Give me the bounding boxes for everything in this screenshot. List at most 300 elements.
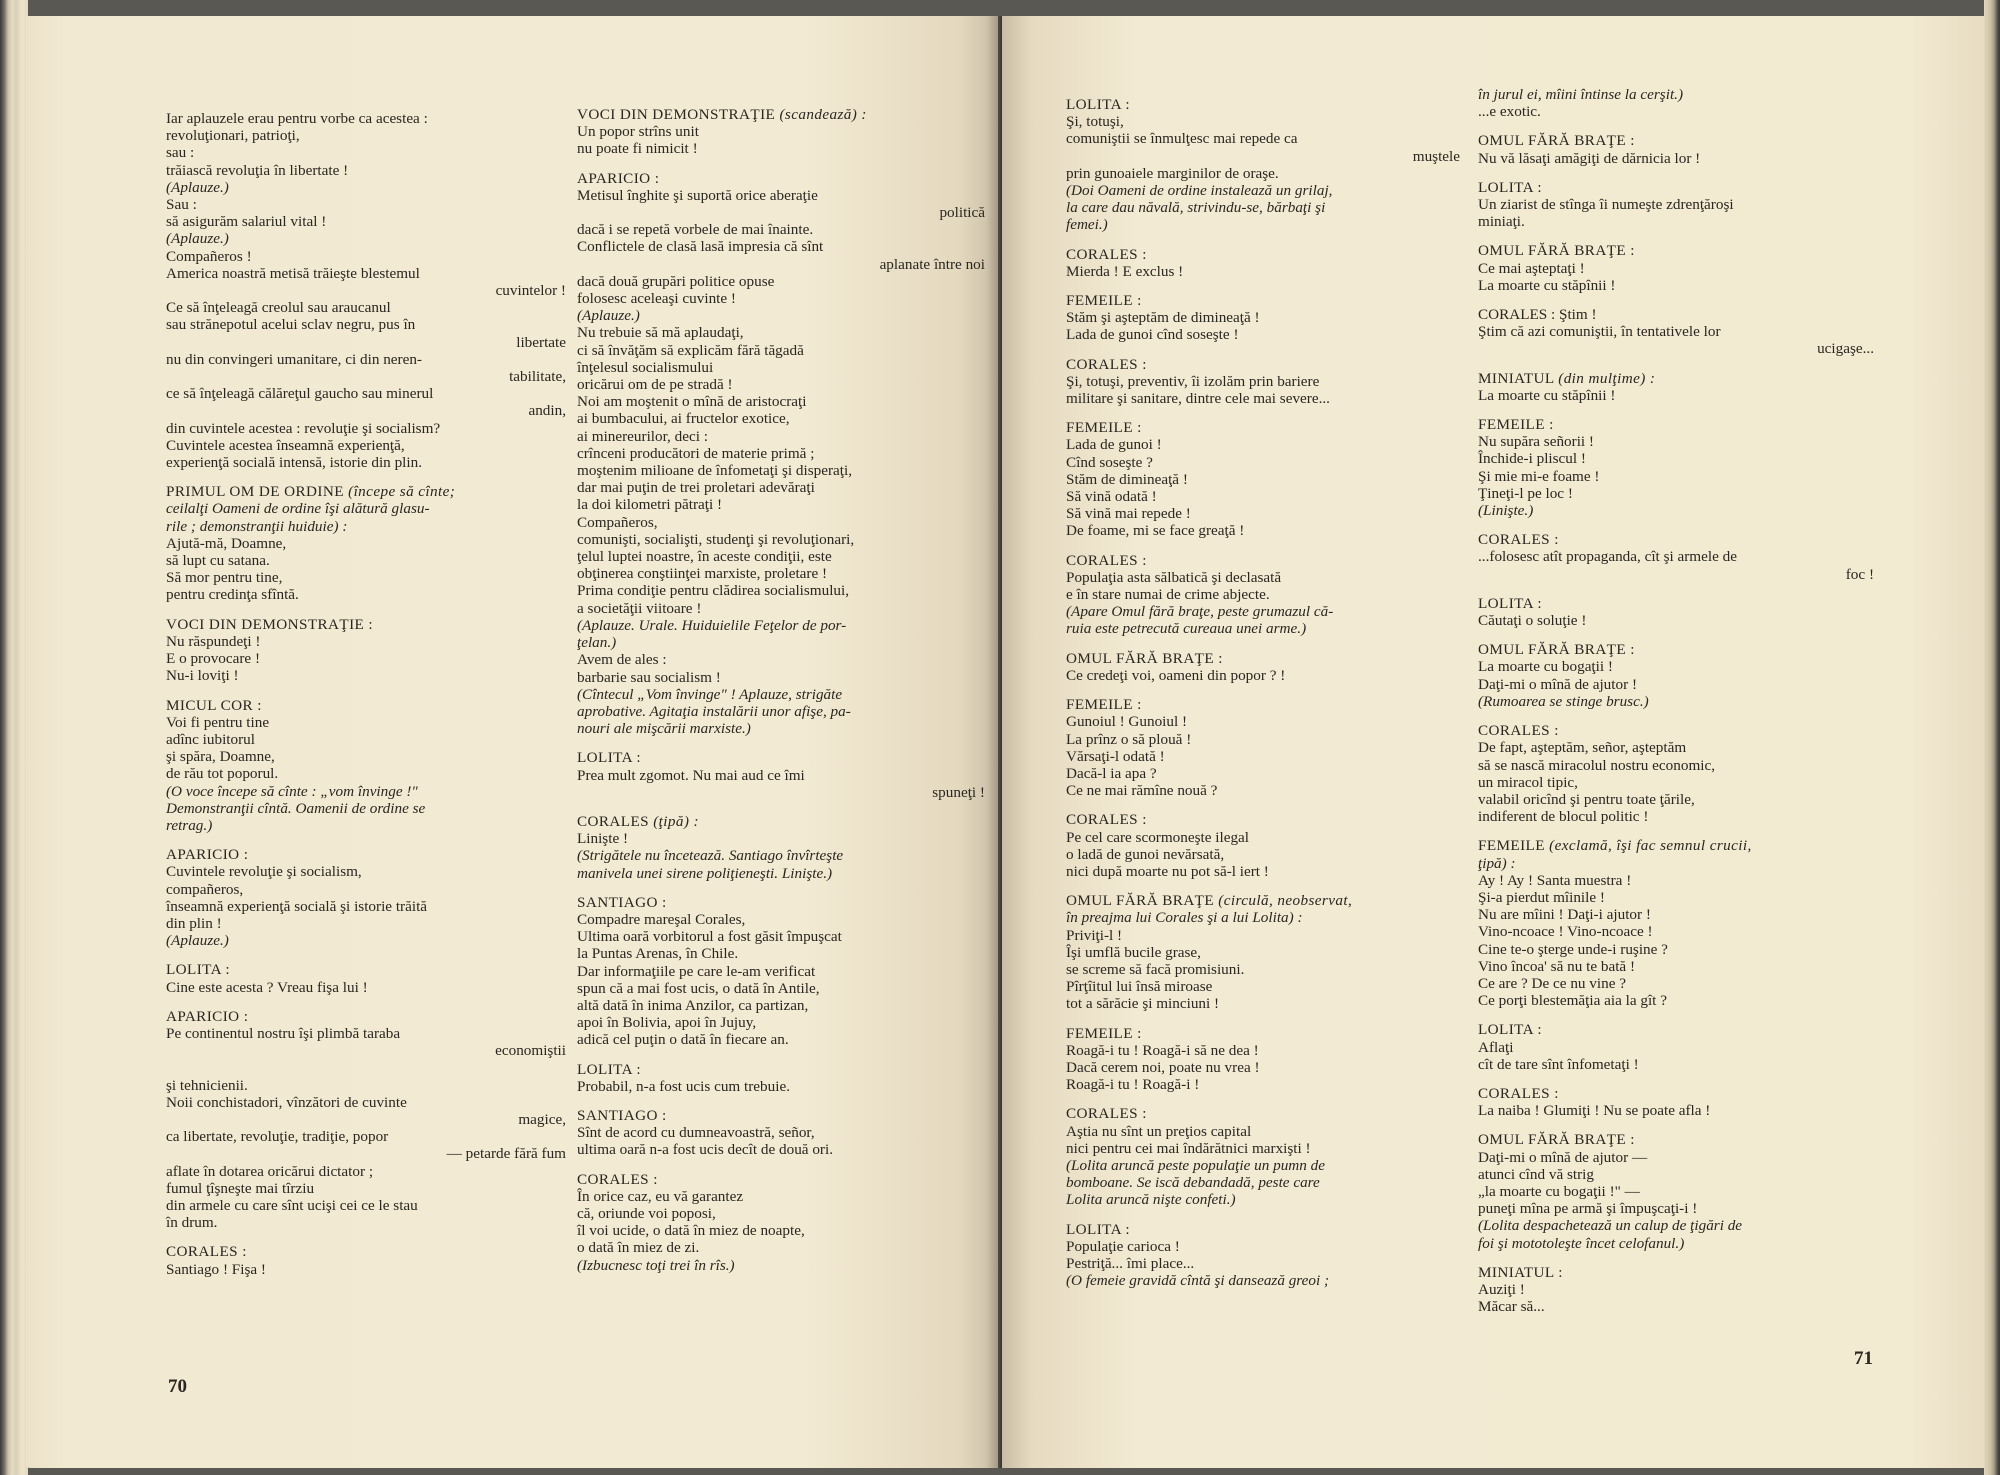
text-line: La moarte cu bogaţii ! xyxy=(1478,658,1613,676)
speaker-line xyxy=(1478,837,1874,854)
text-line: la Puntas Arenas, în Chile. xyxy=(577,945,739,963)
stage-direction: (exclamă, îşi fac semnul crucii, xyxy=(1549,837,1752,855)
text-line: CORALES : Ştim ! xyxy=(1478,306,1597,324)
text-line: America noastră metisă trăieşte blestemul xyxy=(166,264,420,282)
text-line: Voi fi pentru tine xyxy=(166,713,270,731)
stage-direction: (circulă, neobservat, xyxy=(1218,892,1353,910)
speaker-name: LOLITA : xyxy=(1066,1220,1130,1238)
speaker-name: VOCI DIN DEMONSTRAŢIE xyxy=(577,106,776,123)
text-line: Daţi-mi o mînă de ajutor — xyxy=(1478,1148,1648,1166)
stage-direction-line: (Lolita despachetează un calup de ţigări de xyxy=(1478,1217,1743,1235)
text-line: miniaţi. xyxy=(1478,213,1525,231)
text-line: Compadre mareşal Corales, xyxy=(577,910,746,928)
text-line: Nu vă lăsaţi amăgiţi de dărnicia lor ! xyxy=(1478,149,1701,167)
text-line: comunişti, socialişti, studenţi şi revoluţionari, xyxy=(577,530,855,548)
text-line: dacă două grupări politice opuse xyxy=(577,272,775,290)
text-line: Închide-i pliscul ! xyxy=(1478,450,1586,468)
text-line: Sau : xyxy=(166,196,197,214)
text-line: compañeros, xyxy=(166,880,244,898)
speaker-line xyxy=(1066,552,1460,569)
block-gap xyxy=(1066,880,1460,892)
speaker-name: OMUL FĂRĂ BRAŢE : xyxy=(1478,1131,1635,1149)
stage-direction-line: (Aplauze.) xyxy=(577,307,640,325)
speaker-line xyxy=(1478,641,1874,658)
text-line: o ladă de gunoi nevărsată, xyxy=(1066,845,1225,863)
text-line: Gunoiul ! Gunoiul ! xyxy=(1066,713,1188,731)
text-line: ai bumbacului, ai fructelor exotice, xyxy=(577,410,790,428)
stage-direction: (începe să cînte; xyxy=(348,483,456,501)
text-line: indiferent de blocul politic ! xyxy=(1478,808,1649,826)
stage-direction-line: (Aplauze.) xyxy=(166,230,229,248)
speaker-line xyxy=(1066,696,1460,713)
speaker-name: CORALES : xyxy=(1478,722,1559,740)
speaker-line xyxy=(1478,416,1874,433)
text-line: Vino-ncoace ! Vino-ncoace ! xyxy=(1478,923,1653,941)
text-line: De fapt, aşteptăm, señor, aşteptăm xyxy=(1478,739,1687,757)
text-line: ...folosesc atît propaganda, cît şi armele de xyxy=(1478,548,1737,566)
text-line: andin, xyxy=(528,402,566,420)
text-line: din armele cu care sînt ucişi cei ce le stau xyxy=(166,1196,418,1214)
right-page xyxy=(1002,16,1987,1468)
text-line: Stăm de dimineaţă ! xyxy=(1066,470,1188,488)
text-line: Aflaţi xyxy=(1478,1038,1514,1056)
block-gap xyxy=(577,737,985,749)
text-line: dar mai puţin de trei proletari adevăraţi xyxy=(577,479,815,497)
text-line: ci să învăţăm să explicăm fără tăgadă xyxy=(577,341,804,359)
text-line: Noi am moştenit o mînă de aristocraţi xyxy=(577,393,807,411)
text-line: politică xyxy=(939,204,985,222)
text-line xyxy=(166,1059,566,1076)
text-line: Un ziarist de stînga îi numeşte zdrenţăroşi xyxy=(1478,196,1734,214)
text-line: Vino încoa' să nu te bată ! xyxy=(1478,957,1636,975)
text-line: Ţineţi-l pe loc ! xyxy=(1478,484,1573,502)
text-line: să lupt cu satana. xyxy=(166,552,270,570)
speaker-line xyxy=(1478,1131,1874,1148)
text-line: Metisul înghite şi suportă orice aberaţie xyxy=(577,186,818,204)
speaker-name: LOLITA : xyxy=(1478,1021,1542,1039)
text-line: ucigaşe... xyxy=(1817,340,1874,358)
text-line: valabil oricînd şi pentru toate ţările, xyxy=(1478,790,1695,808)
speaker-name: LOLITA : xyxy=(1066,96,1130,113)
stage-direction-line: Demonstranţii cîntă. Oamenii de ordine se xyxy=(166,799,426,817)
stage-direction-line: foi şi mototoleşte încet celofanul.) xyxy=(1478,1234,1685,1252)
text-line: Cine te-o şterge unde-i ruşine ? xyxy=(1478,940,1668,958)
text-line: Cuvintele revoluţie şi socialism, xyxy=(166,863,362,881)
stage-direction-line: manivela unei sirene poliţieneşti. Linişte.) xyxy=(577,864,833,882)
text-line: E o provocare ! xyxy=(166,650,261,668)
text-line: că, oriunde voi poposi, xyxy=(577,1204,716,1222)
speaker-name: FEMEILE : xyxy=(1066,419,1142,437)
text-line: La naiba ! Glumiţi ! Nu se poate afla ! xyxy=(1478,1102,1711,1120)
stage-direction-line: nouri ale mişcării marxiste.) xyxy=(577,720,751,738)
text-line: a societăţii viitoare ! xyxy=(577,599,702,617)
text-line: Compañeros, xyxy=(577,513,658,531)
text-line: Nu răspundeţi ! xyxy=(166,632,261,650)
text-line: Prima condiţie pentru clădirea socialismului, xyxy=(577,582,850,600)
text-line: pentru credinţa sfîntă. xyxy=(166,586,299,604)
text-line: La moarte cu stăpînii ! xyxy=(1478,386,1616,404)
speaker-name: CORALES : xyxy=(1478,531,1559,549)
speaker-name: CORALES : xyxy=(1478,1084,1559,1102)
text-line: să se nască miracolul nostru economic, xyxy=(1478,756,1716,774)
stage-direction-line: în preajma lui Corales şi a lui Lolita) : xyxy=(1066,909,1303,927)
block-gap xyxy=(1478,629,1874,641)
stage-direction-line: aprobative. Agitaţia instalării unor afişe, pa- xyxy=(577,702,851,720)
text-line: din plin ! xyxy=(166,914,222,932)
right-page-column-1 xyxy=(1066,96,1460,1289)
text-line: Pe cel care scormoneşte ilegal xyxy=(1066,828,1250,846)
text-line: fumul ţîşneşte mai tîrziu xyxy=(166,1179,315,1197)
text-line: La moarte cu stăpînii ! xyxy=(1478,276,1616,294)
text-line: Ay ! Ay ! Santa muestra ! xyxy=(1478,871,1632,889)
text-line: magice, xyxy=(518,1110,566,1128)
block-gap xyxy=(1478,1119,1874,1131)
text-line: nu din convingeri umanitare, ci din neren- xyxy=(166,350,422,368)
text-line: Ştim că azi comuniştii, în tentativele lor xyxy=(1478,323,1721,341)
block-gap xyxy=(1478,710,1874,722)
text-line: Să mor pentru tine, xyxy=(166,569,283,587)
speaker-line xyxy=(577,894,985,911)
block-gap xyxy=(1478,1073,1874,1085)
speaker-line xyxy=(1066,1221,1460,1238)
speaker-line xyxy=(1066,811,1460,828)
text-line: crînceni producători de materie primă ; xyxy=(577,444,815,462)
text-line: ultima oară n-a fost ucis decît de două ori. xyxy=(577,1141,833,1159)
block-gap xyxy=(577,1159,985,1171)
speaker-line xyxy=(1478,179,1874,196)
block-gap xyxy=(1066,540,1460,552)
speaker-name: MICUL COR : xyxy=(166,696,262,714)
speaker-line xyxy=(577,106,985,123)
block-gap xyxy=(1066,799,1460,811)
text-line: Avem de ales : xyxy=(577,651,667,669)
stage-direction-line: ţelan.) xyxy=(577,634,617,652)
text-line: tabilitate, xyxy=(509,368,566,386)
block-gap xyxy=(1478,404,1874,416)
text-line: Dacă-l ia apa ? xyxy=(1066,764,1157,782)
stage-direction-line: în jurul ei, mîini întinse la cerşit.) xyxy=(1478,86,1684,103)
text-line: cît de tare sînt înfometaţi ! xyxy=(1478,1055,1639,1073)
text-line: foc ! xyxy=(1845,565,1874,583)
block-gap xyxy=(1478,1009,1874,1021)
text-line: cuvintelor ! xyxy=(495,282,566,300)
block-gap xyxy=(1478,358,1874,370)
text-line: libertate xyxy=(516,333,566,351)
speaker-line xyxy=(1066,292,1460,309)
left-page xyxy=(26,16,998,1468)
text-line: Pe continentul nostru îşi plimbă taraba xyxy=(166,1024,401,1042)
text-line: Să vină mai repede ! xyxy=(1066,505,1191,523)
text-line: Ce mai aşteptaţi ! xyxy=(1478,259,1585,277)
text-line: Populaţie carioca ! xyxy=(1066,1237,1180,1255)
text-line: Îşi umflă bucile grase, xyxy=(1066,943,1201,961)
stage-direction-line: retrag.) xyxy=(166,816,213,834)
speaker-name: VOCI DIN DEMONSTRAŢIE : xyxy=(166,615,374,633)
speaker-name: OMUL FĂRĂ BRAŢE : xyxy=(1478,641,1635,659)
speaker-line xyxy=(1066,356,1460,373)
block-gap xyxy=(577,882,985,894)
text-line: la doi kilometri pătraţi ! xyxy=(577,496,723,514)
text-line: Dacă cerem noi, poate nu vrea ! xyxy=(1066,1058,1260,1076)
text-line: Cînd soseşte ? xyxy=(1066,453,1153,471)
stage-direction-line: (O voce începe să cînte : „vom învinge !" xyxy=(166,782,418,800)
speaker-name: CORALES : xyxy=(1066,811,1147,829)
page-number-right: 71 xyxy=(1854,1348,1873,1369)
text-line: şi tehnicienii. xyxy=(166,1076,248,1094)
text-line: Linişte ! xyxy=(577,830,629,848)
text-line: Pestriţă... îmi place... xyxy=(1066,1254,1195,1272)
speaker-line xyxy=(1066,96,1460,113)
stage-direction-line: Lolita aruncă nişte confeti.) xyxy=(1066,1191,1236,1209)
right-page-edges xyxy=(1984,0,2000,1475)
text-line: Cine este acesta ? Vreau fişa lui ! xyxy=(166,978,368,996)
text-line: adică cel puţin o dată în fiecare an. xyxy=(577,1031,789,1049)
speaker-line xyxy=(1066,1105,1460,1122)
block-gap xyxy=(1066,1093,1460,1105)
text-line: trăiască revoluţia în libertate ! xyxy=(166,161,349,179)
left-page-column-2 xyxy=(577,106,985,1274)
text-line: ai minereurilor, deci : xyxy=(577,427,708,445)
text-line: altă dată în inima Anzilor, ca partizan, xyxy=(577,996,809,1014)
speaker-name: FEMEILE : xyxy=(1478,416,1554,434)
speaker-line xyxy=(577,170,985,187)
speaker-line xyxy=(577,1107,985,1124)
text-line: Vărsaţi-l odată ! xyxy=(1066,747,1165,765)
speaker-name: LOLITA : xyxy=(577,749,641,767)
text-line: Stăm şi aşteptăm de dimineaţă ! xyxy=(1066,309,1260,327)
text-line: — petarde fără fum xyxy=(446,1145,566,1163)
text-line: Sînt de acord cu dumneavoastră, señor, xyxy=(577,1124,815,1142)
text-line: militare şi sanitare, dintre cele mai severe... xyxy=(1066,390,1330,408)
text-line: e în stare numai de crime abjecte. xyxy=(1066,586,1270,604)
text-line: puneţi mîna pe armă şi împuşcaţi-i ! xyxy=(1478,1200,1698,1218)
speaker-name: CORALES : xyxy=(577,1170,658,1188)
block-gap xyxy=(1066,684,1460,696)
text-line: moştenim milioane de înfometaţi şi disperaţi, xyxy=(577,462,853,480)
block-gap xyxy=(577,1095,985,1107)
speaker-name: LOLITA : xyxy=(577,1060,641,1078)
block-gap xyxy=(1066,638,1460,650)
text-line: tot a sărăcie şi minciuni ! xyxy=(1066,995,1220,1013)
speaker-name: LOLITA : xyxy=(166,961,230,979)
speaker-name: OMUL FĂRĂ BRAŢE : xyxy=(1478,132,1635,150)
text-line: Lada de gunoi ! xyxy=(1066,436,1162,454)
text-line: În orice caz, eu vă garantez xyxy=(577,1187,744,1205)
text-line: sau : xyxy=(166,144,195,162)
text-line: „la moarte cu bogaţii !" — xyxy=(1478,1182,1640,1200)
text-line: de rău tot poporul. xyxy=(166,765,279,783)
stage-direction-line: (Aplauze.) xyxy=(166,178,229,196)
text-line: Şi mie mi-e foame ! xyxy=(1478,467,1600,485)
speaker-name: CORALES : xyxy=(1066,551,1147,569)
text-line: şi spăra, Doamne, xyxy=(166,748,275,766)
block-gap xyxy=(1066,407,1460,419)
text-line: Cuvintele acestea înseamnă experienţă, xyxy=(166,436,405,454)
text-line: Noii conchistadori, vînzători de cuvinte xyxy=(166,1093,407,1111)
speaker-name: CORALES : xyxy=(1066,1105,1147,1123)
stage-direction: (scandează) : xyxy=(779,106,867,123)
text-line: Roagă-i tu ! Roagă-i ! xyxy=(1066,1076,1200,1094)
text-line: oricărui om de pe stradă ! xyxy=(577,376,733,394)
text-line: Prea mult zgomot. Nu mai aud ce îmi xyxy=(577,766,805,784)
speaker-name: APARICIO : xyxy=(166,846,249,864)
text-line: Iar aplauzele erau pentru vorbe ca acestea : xyxy=(166,110,428,127)
block-gap xyxy=(577,1049,985,1061)
text-line: Ultima oară vorbitorul a fost găsit împuşcat xyxy=(577,928,842,946)
speaker-name: LOLITA : xyxy=(1478,594,1542,612)
text-line: înseamnă experienţă socială şi istorie trăită xyxy=(166,897,428,915)
speaker-name: MINIATUL : xyxy=(1478,1263,1563,1281)
speaker-line xyxy=(166,616,566,633)
speaker-name: CORALES : xyxy=(166,1243,247,1261)
text-line: Auziţi ! xyxy=(1478,1280,1525,1298)
speaker-line xyxy=(166,961,566,978)
block-gap xyxy=(166,685,566,697)
text-line: Şi, totuşi, xyxy=(1066,113,1124,131)
text-line: Măcar să... xyxy=(1478,1298,1545,1316)
text-line: se screme să facă promisiuni. xyxy=(1066,960,1245,978)
block-gap xyxy=(1478,1252,1874,1264)
text-line: un miracol tipic, xyxy=(1478,773,1578,791)
stage-direction-line: (Aplauze. Urale. Huiduielile Feţelor de por- xyxy=(577,616,847,634)
stage-direction: (ţipă) : xyxy=(653,812,699,830)
text-line: spun că a mai fost ucis, o dată în Antile, xyxy=(577,979,820,997)
speaker-name: CORALES xyxy=(577,812,649,830)
stage-direction-line: ceilalţi Oameni de ordine îşi alătură glasu- xyxy=(166,500,430,518)
text-line: revoluţionari, patrioţi, xyxy=(166,127,300,145)
text-line: din cuvintele acestea : revoluţie şi socialism? xyxy=(166,419,441,437)
left-page-edges xyxy=(0,0,28,1475)
text-line: Să vină odată ! xyxy=(1066,488,1157,506)
speaker-name: SANTIAGO : xyxy=(577,1106,667,1124)
text-line: să asigurăm salariul vital ! xyxy=(166,213,327,231)
text-line: Ce credeţi voi, oameni din popor ? ! xyxy=(1066,666,1286,684)
speaker-line xyxy=(1478,1085,1874,1102)
stage-direction-line: (Rumoarea se stinge brusc.) xyxy=(1478,692,1649,710)
text-line: Roagă-i tu ! Roagă-i să ne dea ! xyxy=(1066,1041,1259,1059)
text-line: Ajută-mă, Doamne, xyxy=(166,534,287,552)
speaker-name: FEMEILE : xyxy=(1066,292,1142,310)
block-gap xyxy=(1066,280,1460,292)
speaker-line xyxy=(1478,370,1874,387)
text-line: Nu supăra señorii ! xyxy=(1478,433,1594,451)
text-line: o dată în miez de zi. xyxy=(577,1239,700,1257)
text-line: aplanate între noi xyxy=(879,255,985,273)
speaker-line xyxy=(1478,595,1874,612)
speaker-line xyxy=(166,1008,566,1025)
speaker-name: FEMEILE : xyxy=(1066,696,1142,714)
text-line: folosesc aceleaşi cuvinte ! xyxy=(577,290,736,308)
left-page-column-1 xyxy=(166,110,566,1278)
stage-direction-line: (Cîntecul „Vom învinge" ! Aplauze, strigăte xyxy=(577,685,843,703)
text-line: Populaţia asta sălbatică şi declasată xyxy=(1066,568,1282,586)
text-line: economiştii xyxy=(495,1042,566,1060)
speaker-line xyxy=(1478,132,1874,149)
speaker-name: PRIMUL OM DE ORDINE xyxy=(166,483,344,501)
speaker-line xyxy=(1478,531,1874,548)
text-line: sau strănepotul acelui sclav negru, pus în xyxy=(166,316,416,334)
text-line: în drum. xyxy=(166,1214,218,1232)
text-line: barbarie sau socialism ! xyxy=(577,668,721,686)
text-line: ...e exotic. xyxy=(1478,103,1541,121)
block-gap xyxy=(166,834,566,846)
text-line: Aştia nu sînt un preţios capital xyxy=(1066,1122,1252,1140)
stage-direction-line: (Lolita aruncă peste populaţie un pumn de xyxy=(1066,1156,1326,1174)
stage-direction-line: rile ; demonstranţii huiduie) : xyxy=(166,517,348,535)
speaker-line xyxy=(166,483,566,500)
speaker-name: CORALES : xyxy=(1066,355,1147,373)
text-line: Santiago ! Fişa ! xyxy=(166,1260,266,1278)
text-line: nici pentru cei mai îndărătnici marxişti ! xyxy=(1066,1139,1311,1157)
stage-direction-line: ruia este petrecută cureaua unei arme.) xyxy=(1066,620,1307,638)
block-gap xyxy=(166,996,566,1008)
speaker-name: OMUL FĂRĂ BRAŢE xyxy=(1066,892,1215,910)
speaker-line xyxy=(166,846,566,863)
text-line: Conflictele de clasă lasă impresia că sînt xyxy=(577,238,824,256)
block-gap xyxy=(1478,294,1874,306)
right-page-column-2 xyxy=(1478,86,1874,1315)
stage-direction-line: (Strigătele nu încetează. Santiago învîrteşte xyxy=(577,847,844,865)
speaker-line xyxy=(1066,650,1460,667)
speaker-name: OMUL FĂRĂ BRAŢE : xyxy=(1066,649,1223,667)
stage-direction-line: (Apare Omul fără braţe, peste grumazul că- xyxy=(1066,603,1334,621)
stage-direction-line: la care dau năvală, strivindu-se, bărbaţi şi xyxy=(1066,199,1326,217)
text-line: Ce porţi blestemăţia aia la gît ? xyxy=(1478,992,1667,1010)
stage-direction-line: (O femeie gravidă cîntă şi dansează greoi ; xyxy=(1066,1272,1330,1290)
text-line: obţinerea conştiinţei marxiste, proletare ! xyxy=(577,565,828,583)
speaker-line xyxy=(577,749,985,766)
text-line: Priviţi-l ! xyxy=(1066,926,1123,944)
text-line: atunci cînd vă strig xyxy=(1478,1165,1594,1183)
stage-direction-line: ţipă) : xyxy=(1478,854,1516,872)
speaker-name: FEMEILE xyxy=(1478,837,1545,855)
text-line: adînc iubitorul xyxy=(166,730,255,748)
stage-direction-line: (Izbucnesc toţi trei în rîs.) xyxy=(577,1256,735,1274)
block-gap xyxy=(1478,120,1874,132)
block-gap xyxy=(1478,583,1874,595)
text-line: Mierda ! E exclus ! xyxy=(1066,262,1184,280)
text-line: ţelul luptei noastre, în aceste condiţii, este xyxy=(577,548,832,566)
speaker-line xyxy=(1066,246,1460,263)
text-line: ce să înţeleagă călăreţul gaucho sau minerul xyxy=(166,385,434,403)
speaker-line xyxy=(1478,722,1874,739)
block-gap xyxy=(1478,167,1874,179)
speaker-line xyxy=(1478,242,1874,259)
speaker-line xyxy=(1066,419,1460,436)
speaker-name: LOLITA : xyxy=(1478,178,1542,196)
speaker-line xyxy=(1478,1021,1874,1038)
text-line: Căutaţi o soluţie ! xyxy=(1478,612,1587,630)
text-line: Compañeros ! xyxy=(166,247,252,265)
speaker-name: OMUL FĂRĂ BRAŢE : xyxy=(1478,242,1635,260)
text-line: Ce ne mai rămîne nouă ? xyxy=(1066,782,1218,800)
speaker-line xyxy=(577,813,985,830)
stage-direction-line: femei.) xyxy=(1066,216,1108,234)
text-line: Şi-a pierdut mîinile ! xyxy=(1478,888,1605,906)
text-line: prin gunoaiele marginilor de oraşe. xyxy=(1066,164,1279,182)
block-gap xyxy=(1066,344,1460,356)
block-gap xyxy=(166,1231,566,1243)
text-line: Lada de gunoi cînd soseşte ! xyxy=(1066,326,1239,344)
speaker-name: CORALES : xyxy=(1066,245,1147,263)
text-line: comuniştii se înmulţesc mai repede ca xyxy=(1066,130,1298,148)
stage-direction-line: (Linişte.) xyxy=(1478,502,1534,520)
text-line: Probabil, n-a fost ucis cum trebuie. xyxy=(577,1077,790,1095)
block-gap xyxy=(577,158,985,170)
text-line: ca libertate, revoluţie, tradiţie, popor xyxy=(166,1128,389,1146)
text-line: Un popor strîns unit xyxy=(577,123,699,141)
text-line: nici după moarte nu pot să-l iert ! xyxy=(1066,862,1269,880)
